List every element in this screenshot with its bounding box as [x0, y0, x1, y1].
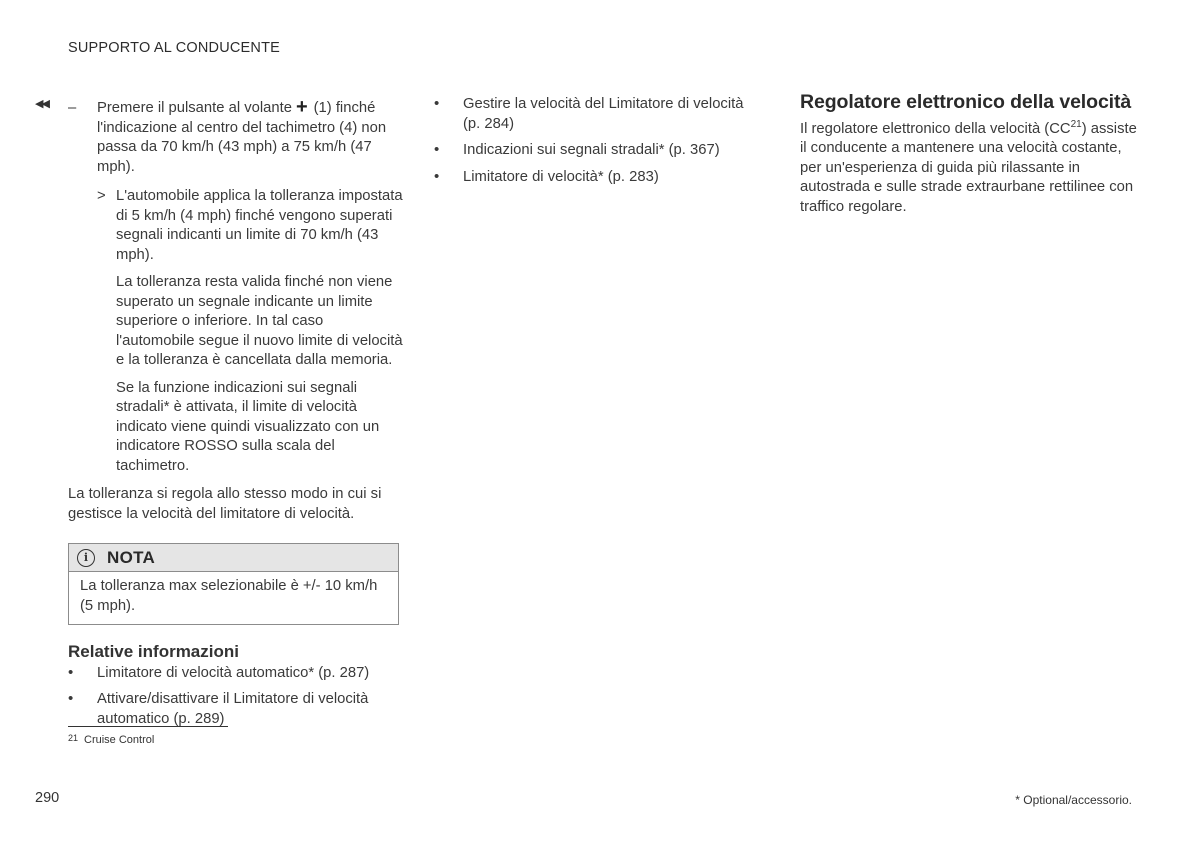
section-intro [800, 120, 1140, 218]
instruction-step [68, 96, 403, 177]
footnote-divider [68, 726, 228, 727]
related-link[interactable] [434, 168, 764, 188]
intro-text-start: Il regolatore elettronico della velocità (CC [800, 120, 1071, 137]
plus-icon: + [295, 96, 308, 118]
related-list-continued [434, 95, 764, 187]
step-result [68, 187, 403, 265]
related-link-text[interactable]: Limitatore di velocità automatico* (p. 287) [97, 664, 370, 681]
related-link[interactable] [434, 95, 764, 134]
related-link[interactable] [68, 664, 403, 684]
footnote [68, 733, 154, 746]
column-middle [434, 95, 764, 187]
bullet: • [434, 95, 440, 112]
footnote-ref[interactable]: 21 [1070, 118, 1082, 130]
note-box [68, 543, 399, 625]
result-text: L'automobile applica la tolleranza impostata di 5 km/h (4 mph) finché vengono superati segnali indicanti un limite di 70 km/h (43 mph). [116, 188, 403, 263]
bullet: • [434, 167, 440, 185]
bullet: • [434, 141, 440, 158]
result-arrow: > [97, 188, 106, 204]
bullet: • [68, 663, 74, 681]
related-link-text[interactable]: Indicazioni sui segnali stradali* (p. 367) [463, 142, 720, 158]
column-left [68, 98, 403, 729]
back-arrows-icon[interactable]: ◀◀ [35, 98, 48, 110]
tolerance-paragraph: La tolleranza resta valida finché non viene superato un segnale indicante un limite superiore o inferiore. In tal caso l'automobile segue il nuovo limite di velocità e la tolleranza è cancellata dalla memoria. [116, 274, 403, 368]
step-dash: – [68, 100, 77, 116]
related-list [68, 664, 403, 730]
adjust-paragraph: La tolleranza si regola allo stesso modo in cui si gestisce la velocità del limitatore di velocità. [68, 486, 382, 522]
related-heading: Relative informazioni [68, 642, 239, 661]
info-icon: i [77, 549, 95, 567]
page-number: 290 [35, 790, 60, 806]
section-heading: Regolatore elettronico della velocità [800, 91, 1132, 113]
bullet: • [68, 690, 74, 707]
step-text-end: (1) finché l'indicazione al centro del tachimetro (4) non passa da 70 km/h (43 mph) a 75 km/h (47 mph). [97, 100, 387, 175]
note-text: La tolleranza max selezionabile è +/- 10 km/h (5 mph). [80, 578, 378, 614]
related-link-text[interactable]: Gestire la velocità del Limitatore di velocità (p. 284) [463, 96, 744, 132]
running-header: SUPPORTO AL CONDUCENTE [68, 40, 281, 56]
signs-paragraph: Se la funzione indicazioni sui segnali stradali* è attivata, il limite di velocità indicato viene quindi visualizzato con un indicatore ROSSO sulla scala del tachimetro. [116, 379, 380, 474]
related-link-text[interactable]: Limitatore di velocità* (p. 283) [463, 168, 659, 185]
related-link[interactable] [68, 690, 403, 729]
footnote-number: 21 [68, 733, 79, 743]
step-text-start: Premere il pulsante al volante [97, 100, 292, 116]
intro-text-end: ) assiste il conducente a mantenere una velocità costante, per un'esperienza di guida più rilassante in autostrada e sulle strade extraurbane rettilinee con traffico regolare. [800, 120, 1137, 215]
optional-note: * Optional/accessorio. [1015, 793, 1132, 807]
footnote-text: Cruise Control [84, 734, 155, 746]
related-link-text[interactable]: Attivare/disattivare il Limitatore di velocità automatico (p. 289) [97, 691, 369, 727]
column-right [800, 93, 1140, 217]
note-header [69, 544, 398, 572]
related-link[interactable] [434, 141, 764, 161]
note-title: NOTA [107, 547, 156, 567]
